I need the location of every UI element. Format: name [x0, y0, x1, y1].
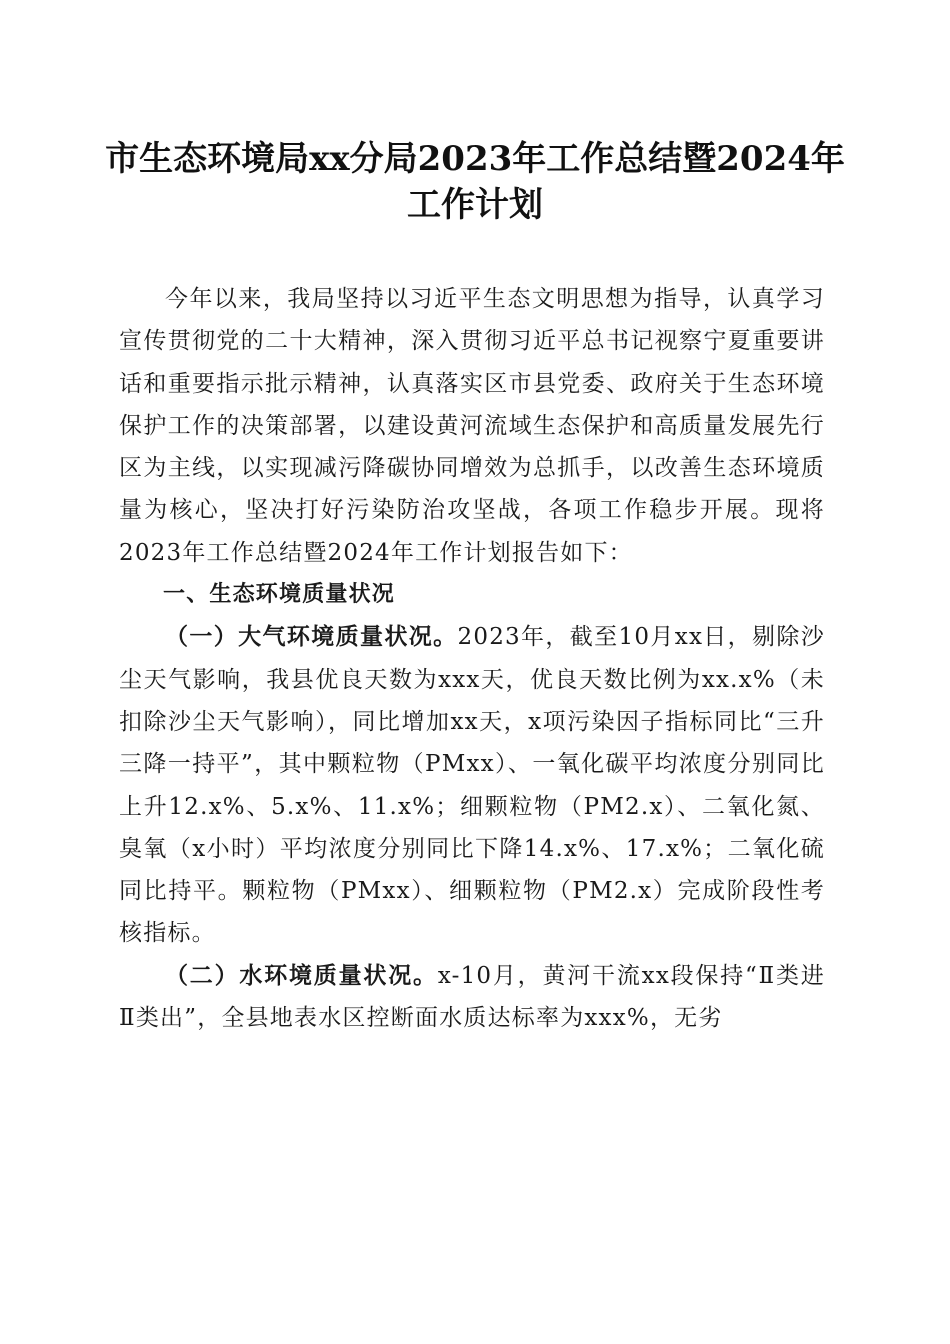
document-title: 市生态环境局xx分局2023年工作总结暨2024年工作计划 — [105, 139, 845, 225]
intro-paragraph: 今年以来，我局坚持以习近平生态文明思想为指导，认真学习宣传贯彻党的二十大精神，深入贯彻习近平总书记视察宁夏重要讲话和重要指示批示精神，认真落实区市县党委、政府关于生态环境保护工作的决策部署，以建设黄河流域生态保护和高质量发展先行区为主线，以实现减污降碳协同增效为总抓手，以改善生态环境质量为核心，坚决打好污染防治攻坚战，各项工作稳步开展。现将2023年工作总结暨2024年工作计划报告如下： — [119, 286, 825, 566]
water-quality-text: x-10月，黄河干流xx段保持“Ⅱ类进Ⅱ类出”，全县地表水区控断面水质达标率为xxx%，无劣 — [119, 962, 825, 1032]
section-heading-1: 一、生态环境质量状况 — [163, 582, 396, 608]
air-quality-text: 2023年，截至10月xx日，剔除沙尘天气影响，我县优良天数为xxx天，优良天数比例为xx.x%（未扣除沙尘天气影响），同比增加xx天，x项污染因子指标同比“三升三降一持平”，其中颗粒物（PMxx）、一氧化碳平均浓度分别同比上升12.x%、5.x%、11.x%；细颗粒物（PM2.x）、二氧化氮、臭氧（x小时）平均浓度分别同比下降14.x%、17.x%；二氧化硫同比持平。颗粒物（PMxx）、细颗粒物（PM2.x）完成阶段性考核指标。 — [119, 624, 825, 947]
water-quality-paragraph — [119, 955, 825, 1040]
air-quality-label: （一）大气环境质量状况。 — [165, 623, 458, 651]
water-quality-label: （二）水环境质量状况。 — [165, 961, 438, 989]
document-body — [119, 278, 825, 1039]
air-quality-paragraph — [119, 616, 825, 954]
